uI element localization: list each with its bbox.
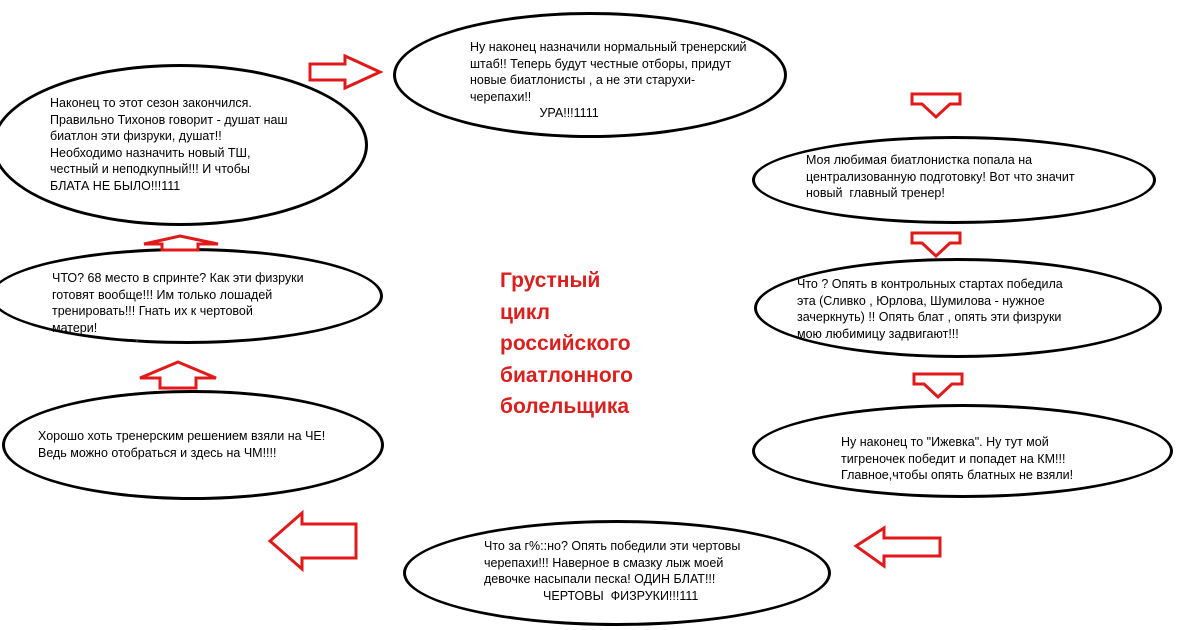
node-text-line: новые биатлонисты , а не эти старухи-	[470, 73, 696, 87]
arrow-down-icon	[912, 94, 960, 117]
node-text-line: Главное,чтобы опять блатных не взяли!	[841, 468, 1074, 482]
node-text-line: мою любимицу задвигают!!!	[797, 326, 959, 341]
cycle-node-5-text	[484, 538, 740, 604]
node-text-line: готовят вообще!!! Им только лошадей	[52, 287, 273, 302]
node-text-line: Моя любимая биатлонистка попала на	[806, 153, 1033, 167]
node-text-line: Хорошо хоть тренерским решением взяли на ЧЕ!	[38, 429, 326, 443]
node-text-line: Ведь можно отобраться и здесь на ЧМ!!!!	[38, 445, 277, 460]
node-text-line: эта (Сливко , Юрлова, Шумилова - нужное	[797, 293, 1045, 308]
stray-dot	[136, 340, 138, 342]
title-line: российского	[500, 332, 631, 355]
node-text-line: ЧЕРТОВЫ ФИЗРУКИ!!!111	[484, 588, 699, 603]
node-text-line: тренировать!!! Гнать их к чертовой	[52, 304, 253, 318]
diagram-title	[500, 265, 633, 423]
cycle-node-7-text	[52, 270, 304, 336]
title-line: Грустный цикл	[500, 269, 601, 324]
node-text-line: Ну наконец назначили нормальный тренерский	[470, 40, 747, 54]
node-text-line: честный и неподкупный!!! И чтобы	[50, 162, 250, 176]
node-text-line: централизованную подготовку! Вот что значит	[806, 169, 1075, 184]
node-text-line: Что за г%::но? Опять победили эти чертовы	[484, 539, 741, 553]
node-text-line: Ну наконец то "Ижевка". Ну тут мой	[841, 435, 1049, 449]
node-text-line: Что ? Опять в контрольных стартах победила	[797, 277, 1063, 291]
node-text-line: Необходимо назначить новый ТШ,	[50, 145, 251, 160]
node-text-line: Наконец то этот сезон закончился.	[50, 96, 252, 110]
node-text-line: матери!	[52, 320, 98, 335]
arrow-down-icon	[914, 374, 962, 397]
node-text-line: черепахи!!! Наверное в смазку лыж моей	[484, 555, 724, 570]
cycle-node-1-text	[470, 39, 747, 122]
node-text-line: новый главный тренер!	[806, 186, 945, 200]
node-text-line: тигреночек победит и попадет на КМ!!!	[841, 451, 1066, 466]
arrow-up-icon	[140, 362, 216, 388]
arrow-down-icon	[912, 233, 960, 256]
arrow-left-icon	[856, 528, 940, 566]
node-text-line: БЛАТА НЕ БЫЛО!!!111	[50, 178, 181, 193]
node-text-line: Правильно Тихонов говорит - душат наш	[50, 112, 288, 127]
node-text-line: УРА!!!1111	[470, 106, 599, 120]
title-line: болельщика	[500, 395, 630, 418]
node-text-line: зачеркнуть) !! Опять блат , опять эти физруки	[797, 310, 1062, 324]
title-line: биатлонного	[500, 363, 633, 387]
node-text-line: девочке насыпали песка! ОДИН БЛАТ!!!	[484, 572, 716, 586]
node-text-line: штаб!! Теперь будут честные отборы, придут	[470, 56, 732, 71]
cycle-node-8-text	[50, 95, 288, 194]
arrow-right-icon	[310, 56, 380, 88]
cycle-node-2-text	[806, 152, 1075, 202]
arrow-left-icon	[270, 513, 356, 569]
node-text-line: ЧТО? 68 место в спринте? Как эти физруки	[52, 271, 304, 285]
node-text-line: биатлон эти физруки, душат!!	[50, 129, 222, 143]
cycle-node-3-text	[797, 276, 1063, 342]
node-text-line: черепахи!!	[470, 89, 532, 104]
cycle-node-4-text	[841, 434, 1073, 484]
cycle-node-6-text	[38, 428, 325, 461]
